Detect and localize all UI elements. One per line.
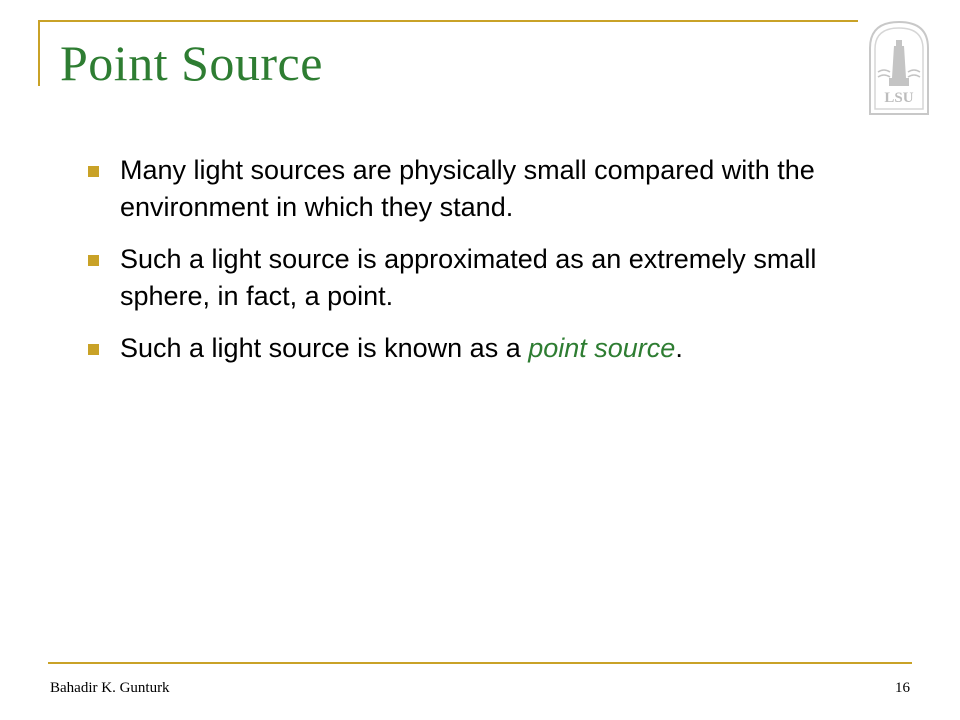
lsu-logo-icon — [864, 18, 934, 118]
footer-divider — [48, 662, 912, 664]
emphasized-term: point source — [528, 333, 676, 363]
square-bullet-icon — [88, 166, 99, 177]
lsu-logo-text: LSU — [884, 90, 914, 106]
bullet-item — [86, 152, 896, 226]
bullet-text-end: . — [675, 333, 683, 363]
bullet-text: Such a light source is known as a — [120, 333, 529, 363]
square-bullet-icon — [88, 255, 99, 266]
title-frame-left-line — [38, 20, 40, 86]
bullet-text: Many light sources are physically small compared with the environment in which they stand. — [120, 155, 815, 222]
footer-author: Bahadir K. Gunturk — [50, 680, 170, 696]
square-bullet-icon — [88, 344, 99, 355]
bullet-item — [86, 330, 896, 367]
page-number: 16 — [895, 680, 910, 696]
title-frame-top-line — [38, 20, 858, 22]
bullet-item — [86, 241, 896, 315]
slide-title: Point Source — [60, 35, 323, 91]
bullet-text: Such a light source is approximated as an extremely small sphere, in fact, a point. — [120, 244, 817, 311]
bullet-list — [86, 152, 896, 382]
